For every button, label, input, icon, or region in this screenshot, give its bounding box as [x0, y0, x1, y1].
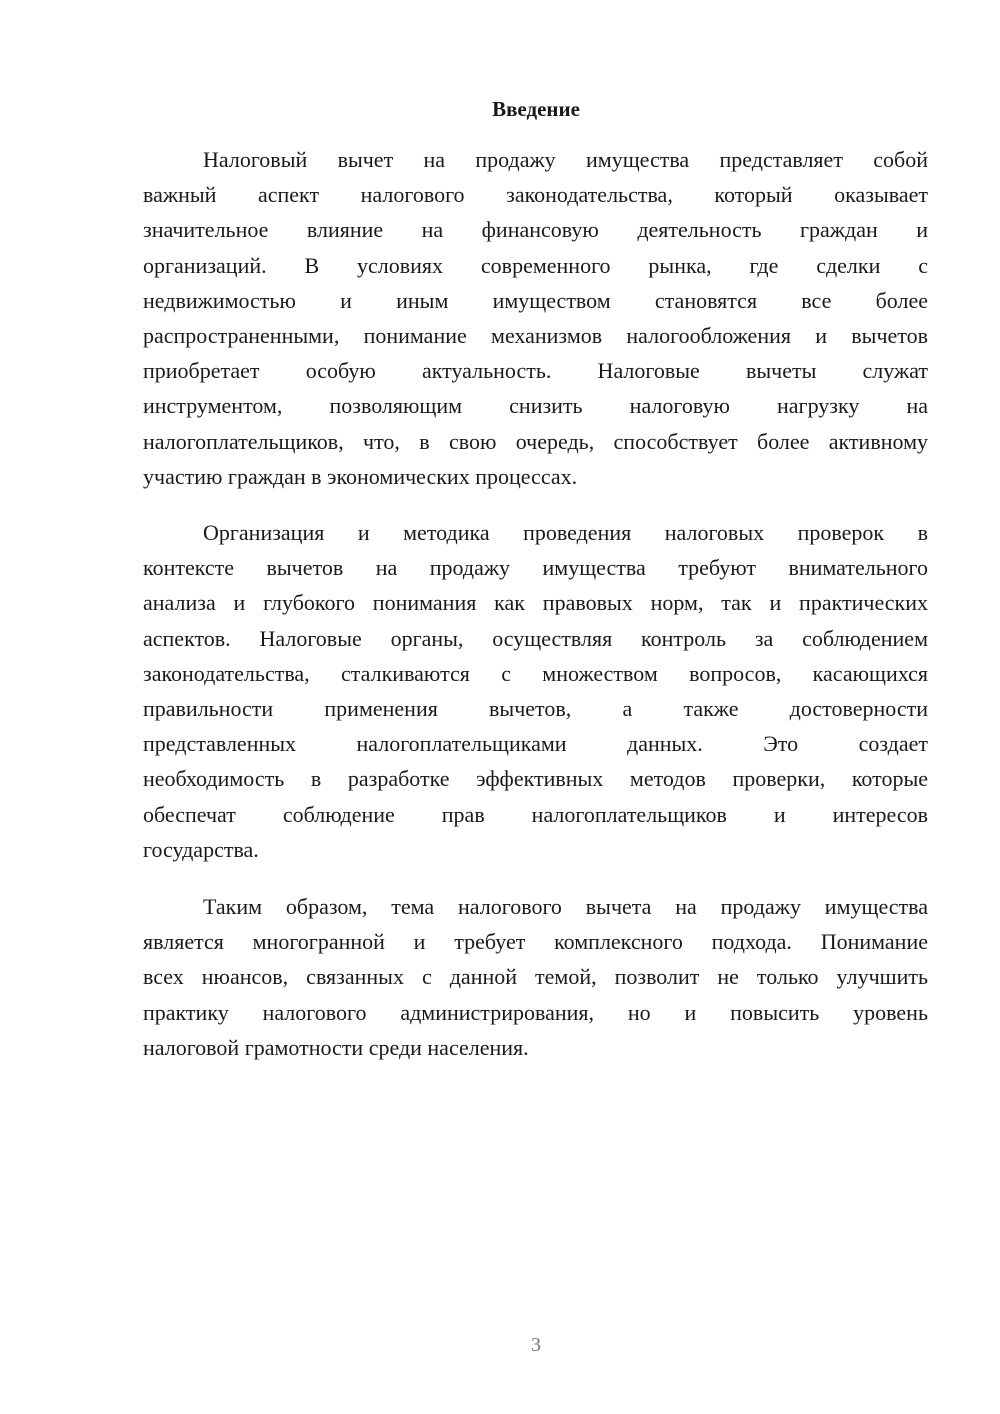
text-line: аспектов. Налоговые органы, осуществляя контроль за соблюдением — [143, 625, 928, 651]
text-line: представленных налогоплательщиками данных. Это создает — [143, 731, 928, 757]
text-line: всех нюансов, связанных с данной темой, позволит не только улучшить — [143, 964, 928, 990]
text-line: обеспечат соблюдение прав налогоплательщиков и интересов — [143, 801, 928, 827]
text-line: инструментом, позволяющим снизить налоговую нагрузку на — [143, 393, 928, 419]
text-line: важный аспект налогового законодательства, который оказывает — [143, 182, 928, 208]
text-line: приобретает особую актуальность. Налоговые вычеты служат — [143, 358, 928, 384]
text-line: недвижимостью и иным имуществом становятся все более — [143, 287, 928, 313]
text-line: Налоговый вычет на продажу имущества представляет собой — [203, 147, 928, 172]
page-number: 3 — [531, 1334, 541, 1356]
text-line: контексте вычетов на продажу имущества требуют внимательного — [143, 555, 928, 581]
text-line: значительное влияние на финансовую деятельность граждан и — [143, 217, 928, 243]
text-line: правильности применения вычетов, а также достоверности — [143, 695, 928, 721]
text-line: законодательства, сталкиваются с множеством вопросов, касающихся — [143, 660, 928, 686]
page-title: Введение — [492, 97, 580, 121]
text-line: налоговой грамотности среди населения. — [143, 1034, 529, 1060]
text-line: необходимость в разработке эффективных методов проверки, которые — [143, 766, 928, 792]
text-line: распространенными, понимание механизмов налогообложения и вычетов — [143, 322, 928, 348]
text-line: является многогранной и требует комплексного подхода. Понимание — [143, 929, 928, 955]
text-line: анализа и глубокого понимания как правовых норм, так и практических — [143, 590, 928, 616]
text-line: организаций. В условиях современного рынка, где сделки с — [143, 252, 928, 278]
paragraph-1 — [143, 142, 928, 494]
text-line: государства. — [143, 836, 259, 862]
text-line: участию граждан в экономических процессах. — [143, 463, 578, 489]
text-line: практику налогового администрирования, но и повысить уровень — [143, 999, 928, 1025]
text-line: Организация и методика проведения налоговых проверок в — [203, 520, 928, 545]
paragraph-2 — [143, 515, 928, 867]
text-line: налогоплательщиков, что, в свою очередь, способствует более активному — [143, 428, 928, 454]
text-line: Таким образом, тема налогового вычета на продажу имущества — [203, 894, 928, 919]
paragraph-3 — [143, 889, 928, 1065]
